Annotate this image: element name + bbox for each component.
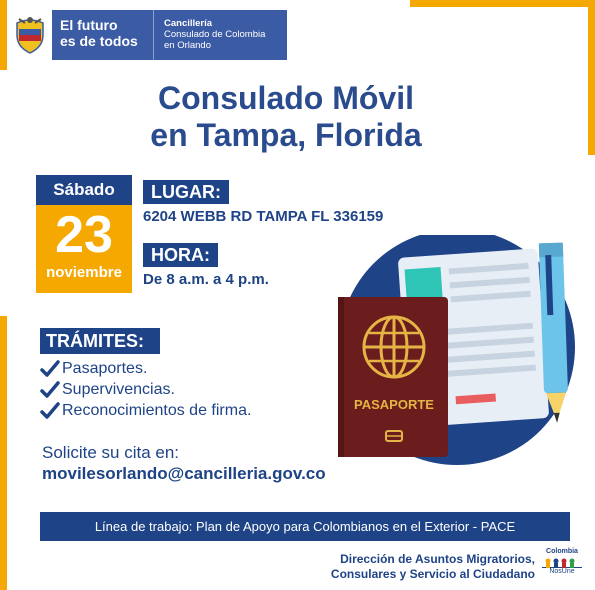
colombia-nos-une-logo [542,548,582,582]
checkmark-icon [40,380,60,400]
footer-line-1: Dirección de Asuntos Migratorios, [340,552,535,566]
brand-line-2: es de todos [60,33,138,49]
day-number: 23 [55,206,113,264]
corner-accent-right [588,0,595,155]
tramites-list [40,358,251,421]
org-block [154,10,287,60]
lugar-label: LUGAR: [143,180,229,204]
tramites-label: TRÁMITES: [40,328,160,354]
org-line-3: en Orlando [164,40,212,51]
hora-value: De 8 a.m. a 4 p.m. [143,271,269,288]
header-banner [7,10,287,60]
logo-bottom-text: NosUne [542,567,582,575]
list-item [40,358,251,379]
logo-top-text: Colombia [546,548,578,555]
footer-directorate [305,552,535,582]
footer-line-2: Consulares y Servicio al Ciudadano [330,567,535,581]
people-icon [542,558,582,568]
cita-label: Solicite su cita en: [42,443,180,462]
brand-slogan [52,10,154,60]
checkmark-icon [40,401,60,421]
page-title [100,80,472,154]
corner-accent-top [410,0,595,7]
lugar-value: 6204 WEBB RD TAMPA FL 336159 [143,208,384,225]
title-line-1: Consulado Móvil [158,80,414,116]
corner-accent-top-left [0,0,7,70]
cita-email-link[interactable]: movilesorlando@cancilleria.gov.co [42,464,326,483]
brand-line-1: El futuro [60,17,118,33]
list-item [40,379,251,400]
day-name: Sábado [36,175,132,205]
list-item-label: Supervivencias. [62,380,175,398]
title-line-2: en Tampa, Florida [150,117,422,153]
list-item [40,400,251,421]
work-line-banner: Línea de trabajo: Plan de Apoyo para Colombianos en el Exterior - PACE [40,512,570,541]
list-item-label: Pasaportes. [62,359,148,377]
hora-label: HORA: [143,243,218,267]
date-block [36,205,132,293]
checkmark-icon [40,359,60,379]
list-item-label: Reconocimientos de firma. [62,401,252,419]
passport-label: PASAPORTE [354,397,434,412]
org-line-2: Consulado de Colombia [164,29,266,40]
org-name: Cancillería [164,18,213,29]
passport-illustration [322,235,590,470]
coat-of-arms-icon [7,10,52,60]
month: noviembre [46,264,122,281]
corner-accent-bottom-left [0,316,7,590]
